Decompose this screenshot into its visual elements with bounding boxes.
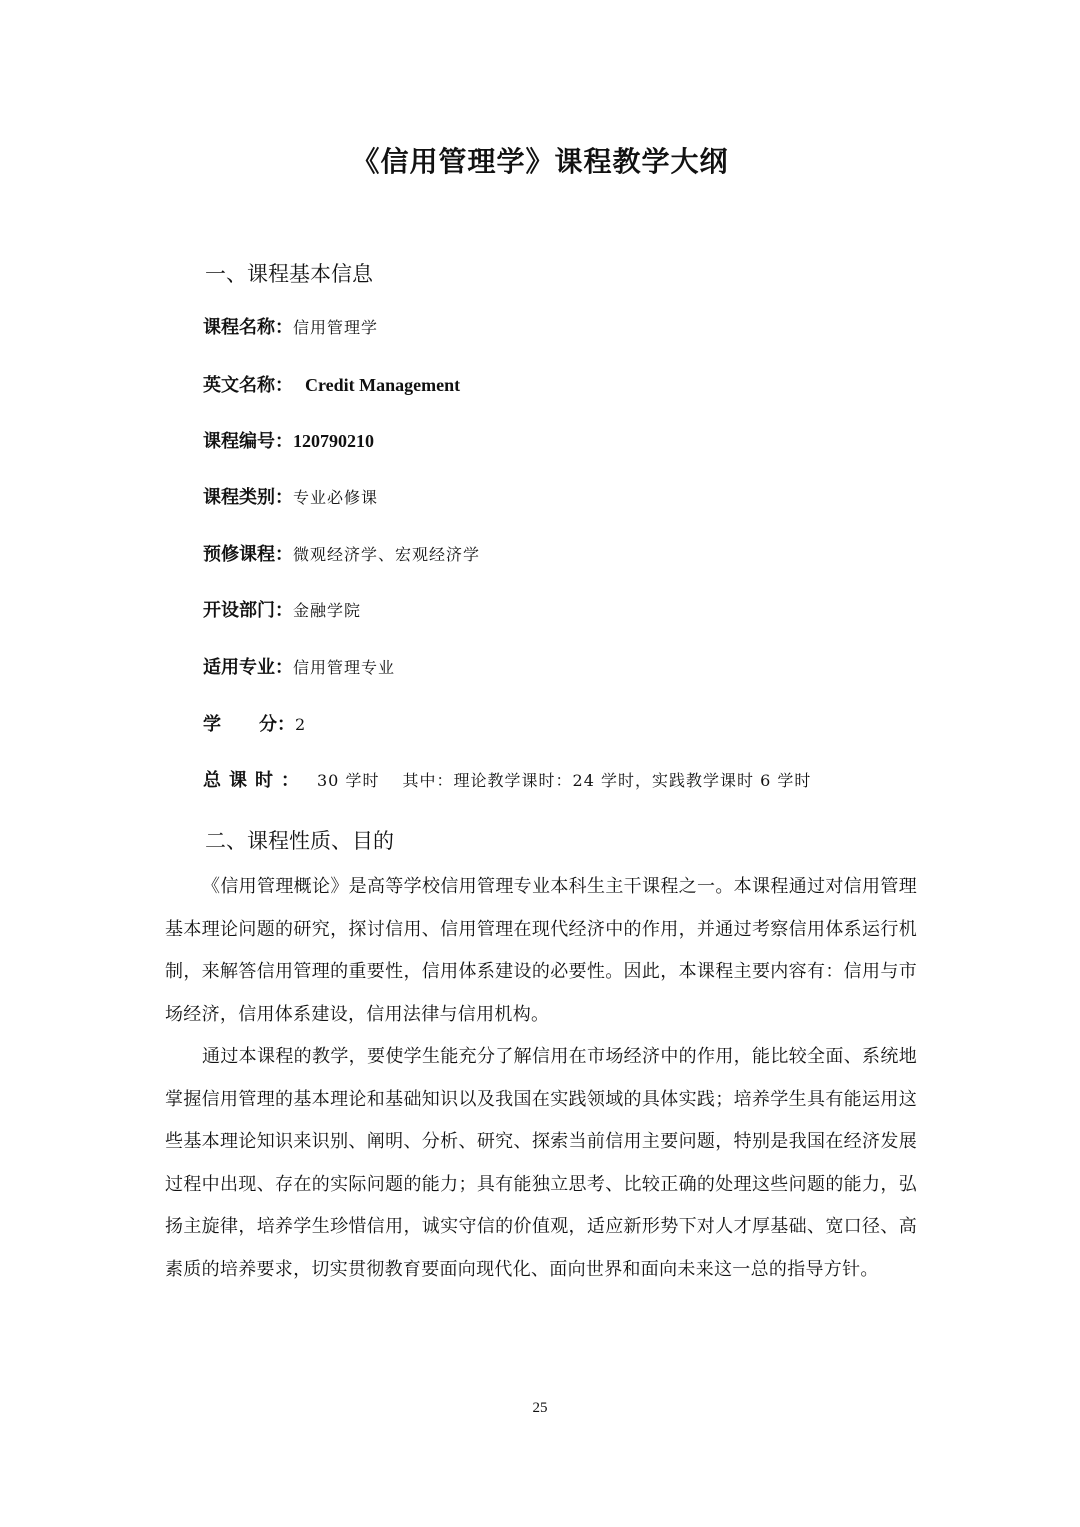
section-heading-nature-purpose: 二、课程性质、目的 bbox=[205, 829, 394, 853]
paragraph-teaching-objectives: 通过本课程的教学，要使学生能充分了解信用在市场经济中的作用，能比较全面、系统地掌握信用管理的基本理论和基础知识以及我国在实践领域的具体实践；培养学生具有能运用这些基本理论知识来识别、阐明、分析、研究、探索当前信用主要问题，特别是我国在经济发展过程中出现、存在的实际问题的能力；具有能独立思考、比较正确的处理这些问题的能力，弘扬主旋律，培养学生珍惜信用，诚实守信的价值观，适应新形势下对人才厚基础、宽口径、高素质的培养要求，切实贯彻教育要面向现代化、面向世界和面向未来这一总的指导方针。 bbox=[165, 1046, 917, 1280]
course-category-value: 专业必修课 bbox=[293, 488, 379, 507]
info-row-credits bbox=[203, 713, 306, 737]
english-name-value: Credit Management bbox=[305, 375, 461, 395]
info-row-department bbox=[203, 599, 361, 623]
info-row-english-name bbox=[203, 373, 460, 398]
info-row-course-category bbox=[203, 486, 378, 510]
course-code-label: 课程编号： bbox=[203, 431, 293, 452]
info-row-major bbox=[203, 656, 395, 680]
course-name-label: 课程名称： bbox=[203, 317, 293, 338]
credits-label-first: 学 bbox=[203, 714, 221, 735]
info-row-prerequisites bbox=[203, 543, 480, 567]
info-row-course-name bbox=[203, 316, 378, 340]
course-name-value: 信用管理学 bbox=[293, 318, 379, 337]
info-row-total-hours bbox=[203, 769, 811, 793]
course-code-value: 120790210 bbox=[293, 431, 374, 451]
document-title: 《信用管理学》课程教学大纲 bbox=[351, 145, 729, 178]
course-category-label: 课程类别： bbox=[203, 487, 293, 508]
department-value: 金融学院 bbox=[293, 601, 362, 620]
prerequisites-value: 微观经济学、宏观经济学 bbox=[293, 545, 481, 564]
total-hours-label: 总课时： bbox=[203, 770, 307, 791]
major-label: 适用专业： bbox=[203, 657, 293, 678]
major-value: 信用管理专业 bbox=[293, 658, 396, 677]
credits-label bbox=[203, 714, 295, 735]
total-hours-value: 30 学时 其中：理论教学课时：24 学时，实践教学课时 6 学时 bbox=[317, 771, 812, 790]
info-row-course-code bbox=[203, 429, 374, 454]
page-number: 25 bbox=[532, 1400, 548, 1416]
credits-label-second: 分： bbox=[259, 714, 295, 735]
section-heading-basic-info: 一、课程基本信息 bbox=[205, 262, 373, 286]
english-name-label: 英文名称： bbox=[203, 375, 293, 396]
prerequisites-label: 预修课程： bbox=[203, 544, 293, 565]
department-label: 开设部门： bbox=[203, 600, 293, 621]
credits-value: 2 bbox=[295, 715, 307, 734]
paragraph-course-overview: 《信用管理概论》是高等学校信用管理专业本科生主干课程之一。本课程通过对信用管理基本理论问题的研究，探讨信用、信用管理在现代经济中的作用，并通过考察信用体系运行机制，来解答信用管理的重要性，信用体系建设的必要性。因此，本课程主要内容有：信用与市场经济，信用体系建设，信用法律与信用机构。 bbox=[165, 876, 917, 1025]
